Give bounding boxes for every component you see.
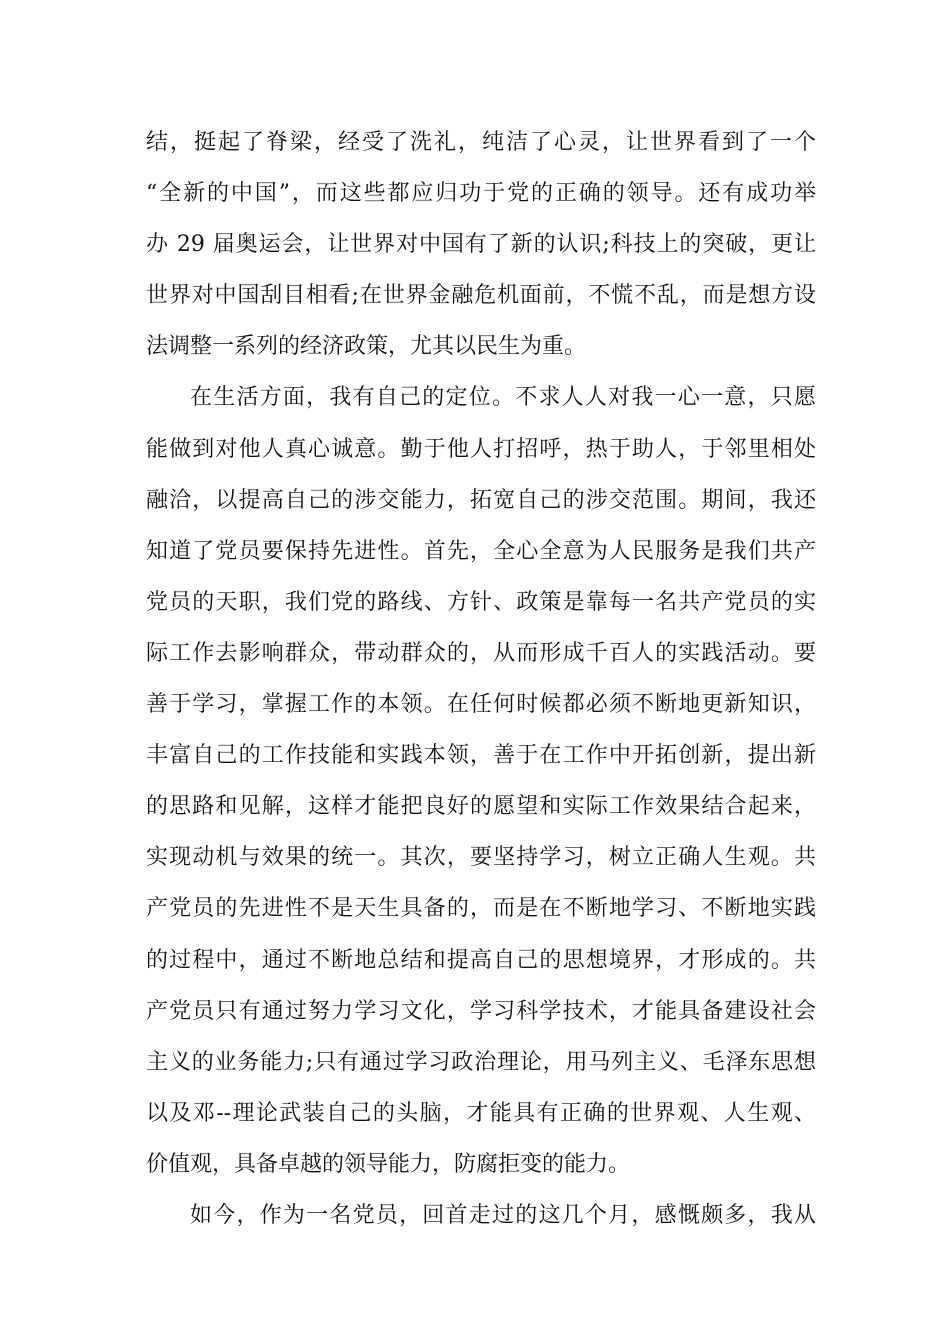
text-line: 际工作去影响群众，带动群众的，从而形成千百人的实践活动。要: [146, 640, 816, 666]
text-line: 融洽，以提高自己的涉交能力，拓宽自己的涉交范围。期间，我还: [146, 487, 816, 513]
paragraph-1: [146, 117, 816, 372]
text-line: 知道了党员要保持先进性。首先，全心全意为人民服务是我们共产: [146, 538, 816, 564]
text-line: 价值观，具备卓越的领导能力，防腐拒变的能力。: [146, 1151, 631, 1177]
text-line: 的过程中，通过不断地总结和提高自己的思想境界，才形成的。共: [146, 947, 816, 973]
text-line: 在生活方面，我有自己的定位。不求人人对我一心一意，只愿: [190, 385, 816, 411]
body-text: [146, 117, 816, 1241]
text-line: 能做到对他人真心诚意。勤于他人打招呼，热于助人，于邻里相处: [146, 436, 816, 462]
text-line: 丰富自己的工作技能和实践本领，善于在工作中开拓创新，提出新: [146, 743, 816, 769]
text-line: 主义的业务能力;只有通过学习政治理论，用马列主义、毛泽东思想: [146, 1049, 816, 1075]
text-line: 党员的天职，我们党的路线、方针、政策是靠每一名共产党员的实: [146, 589, 816, 615]
text-line: 法调整一系列的经济政策，尤其以民生为重。: [146, 334, 587, 360]
text-line: 世界对中国刮目相看;在世界金融危机面前，不慌不乱，而是想方设: [146, 283, 816, 309]
text-line: 的思路和见解，这样才能把良好的愿望和实际工作效果结合起来，: [146, 794, 816, 820]
text-line: “全新的中国”，而这些都应归功于党的正确的领导。还有成功举: [146, 181, 816, 207]
paragraph-3: [146, 1190, 816, 1241]
paragraph-2: [146, 372, 816, 1190]
text-line: 以及邓--理论武装自己的头脑，才能具有正确的世界观、人生观、: [146, 1100, 816, 1126]
text-line: 产党员的先进性不是天生具备的，而是在不断地学习、不断地实践: [146, 896, 816, 922]
text-line: 产党员只有通过努力学习文化，学习科学技术，才能具备建设社会: [146, 998, 816, 1024]
text-line: 结，挺起了脊梁，经受了洗礼，纯洁了心灵，让世界看到了一个: [146, 130, 816, 155]
text-line: 善于学习，掌握工作的本领。在任何时候都必须不断地更新知识，: [146, 692, 816, 718]
text-line: 办 29 届奥运会，让世界对中国有了新的认识;科技上的突破，更让: [146, 232, 816, 258]
text-line: 如今，作为一名党员，回首走过的这几个月，感慨颇多，我从: [190, 1202, 816, 1228]
text-line: 实现动机与效果的统一。其次，要坚持学习，树立正确人生观。共: [146, 845, 816, 871]
